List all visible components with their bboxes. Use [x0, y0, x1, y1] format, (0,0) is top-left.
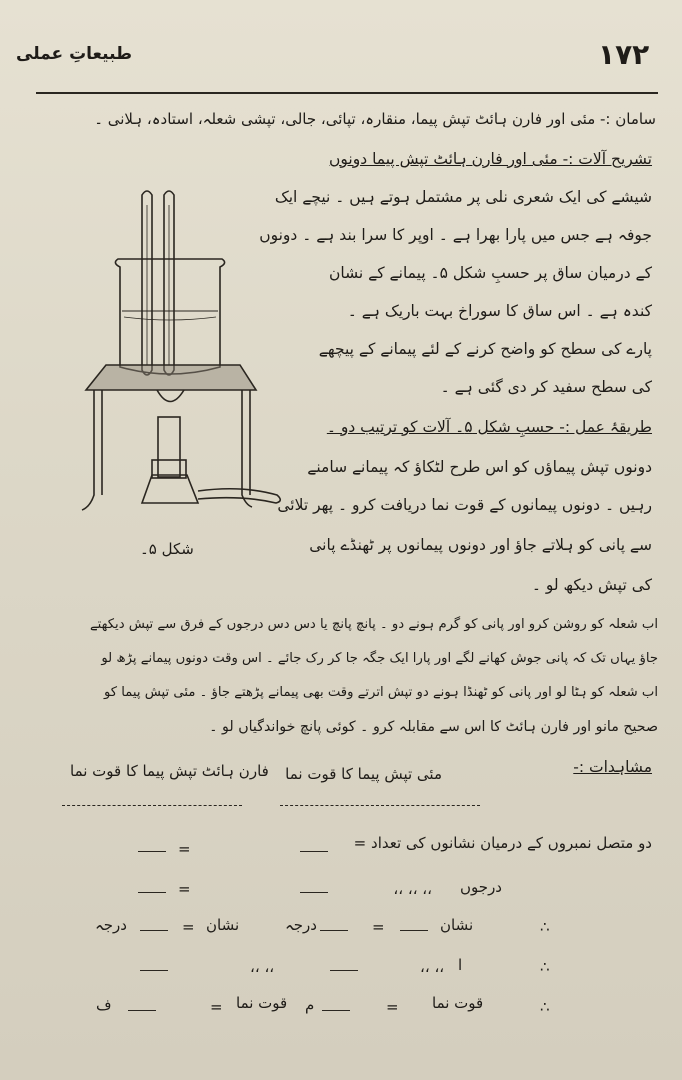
blank-line	[138, 892, 166, 893]
text-line: کے درمیان ساق پر حسبِ شکل ۵۔ پیمانے کے نشان	[329, 264, 652, 282]
celsius-unit: م	[305, 996, 315, 1014]
observations-label: مشاہدات :-	[573, 758, 652, 776]
ditto-marks: ،، ،،	[420, 958, 445, 976]
blank-line	[330, 970, 358, 971]
fahrenheit-column-rule	[62, 805, 242, 806]
blank-line	[300, 892, 328, 893]
blank-line	[140, 970, 168, 971]
text-line: کی تپش دیکھ لو ۔	[531, 576, 652, 594]
text-line-wide: اب شعلہ کو ہٹا لو اور پانی کو ٹھنڈا ہونے دو تپش اترتے وقت بھی پیمانے پڑھتے جاؤ ۔ مئی تپش پیما کو	[103, 685, 658, 700]
apparatus-figure	[72, 185, 287, 525]
celsius-column-rule	[280, 805, 480, 806]
equals-sign: =	[182, 918, 195, 936]
blank-line	[320, 930, 348, 931]
row-one-label: ا	[458, 956, 463, 974]
text-line-wide: جاؤ یہاں تک کہ پانی جوش کھانے لگے اور پارا ایک جگہ جا کر رک جائے ۔ اس وقت دونوں پیمانے پڑھ لو	[101, 651, 658, 666]
table-heading: دو متصل نمبروں کے درمیان نشانوں کی تعداد =	[353, 834, 652, 852]
text-line: کی سطح سفید کر دی گئی ہے ۔	[440, 378, 652, 396]
fahrenheit-column-heading: فارن ہائٹ تپش پیما کا قوت نما	[70, 762, 269, 780]
blank-line	[138, 851, 166, 852]
page-number: ۱۷۲	[598, 38, 650, 71]
header-rule	[36, 92, 658, 94]
blank-line	[128, 1010, 156, 1011]
equals-sign: =	[386, 998, 399, 1016]
text-line-apparatus: سامان :- مئی اور فارن ہائٹ تپش پیما، منقارہ، تپائی، جالی، تپشی شعلہ، استادہ، ہلانی ۔	[94, 110, 656, 128]
row-mark-label: نشان	[440, 916, 474, 934]
text-line-method-heading: طریقۂ عمل :- حسبِ شکل ۵۔ آلات کو ترتیب دو ۔	[326, 418, 652, 436]
row-degree-unit: درجہ	[285, 916, 317, 934]
text-line: جوفہ ہے جس میں پارا بھرا ہے ۔ اوپر کا سرا بند ہے ۔ دونوں	[259, 226, 652, 244]
blank-line	[300, 851, 328, 852]
blank-line	[400, 930, 428, 931]
row-degree-unit: درجہ	[95, 916, 127, 934]
blank-line	[140, 930, 168, 931]
equals-sign: =	[372, 918, 385, 936]
text-line: پارے کی سطح کو واضح کرنے کے لئے پیمانے کے پیچھے	[318, 340, 652, 358]
text-line: شیشے کی ایک شعری نلی پر مشتمل ہوتے ہیں ۔ نیچے ایک	[274, 188, 652, 206]
row-degrees-label: درجوں	[460, 878, 502, 896]
equals-sign: =	[210, 998, 223, 1016]
text-line: کندہ ہے ۔ اس ساق کا سوراخ بہت باریک ہے ۔	[347, 302, 652, 320]
row-mark-label: نشان	[206, 916, 240, 934]
row-reading-label: قوت نما	[432, 994, 484, 1012]
therefore-sign: ∴	[540, 918, 550, 936]
figure-caption: شکل ۵۔	[140, 540, 194, 558]
celsius-column-heading: مئی تپش پیما کا قوت نما	[285, 765, 442, 783]
text-line: دونوں تپش پیماؤں کو اس طرح لٹکاؤ کہ پیمانے سامنے	[307, 458, 652, 476]
blank-line	[322, 1010, 350, 1011]
row-reading-label: قوت نما	[236, 994, 288, 1012]
text-line: سے پانی کو ہلاتے جاؤ اور دونوں پیمانوں پر ٹھنڈے پانی	[309, 536, 652, 554]
text-line-wide: صحیح مانو اور فارن ہائٹ کا اس سے مقابلہ کرو ۔ کوئی پانچ خواندگیاں لو ۔	[209, 719, 658, 735]
fahrenheit-unit: ف	[96, 996, 112, 1014]
therefore-sign: ∴	[540, 998, 550, 1016]
ditto-marks: ،، ،، ،،	[393, 880, 432, 898]
equals-sign: =	[178, 840, 191, 858]
text-line: رہیں ۔ دونوں پیمانوں کے قوت نما دریافت کرو ۔ پھر تلائی	[277, 496, 652, 514]
ditto-marks: ،، ،،	[250, 958, 275, 976]
text-line-description-heading: تشریح آلات :- مئی اور فارن ہائٹ تپش پیما دونوں	[329, 150, 652, 168]
equals-sign: =	[178, 880, 191, 898]
therefore-sign: ∴	[540, 958, 550, 976]
text-line-wide: اب شعلہ کو روشن کرو اور پانی کو گرم ہونے دو ۔ پانچ پانچ یا دس دس درجوں کے فرق سے تپش دیکھتے	[89, 617, 658, 632]
book-title: طبیعاتِ عملی	[16, 44, 133, 64]
